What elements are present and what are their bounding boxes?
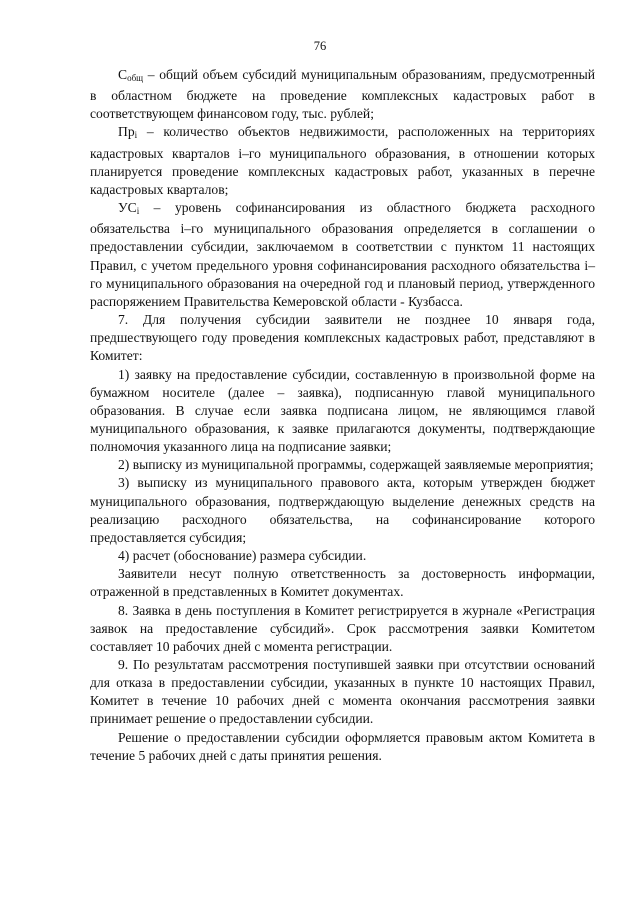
symbol-c-subscript: общ xyxy=(127,73,144,83)
clause-7-item-4: 4) расчет (обоснование) размера субсидии. xyxy=(118,548,367,564)
definition-c-text: – общий объем субсидий муниципальным образованиям, предусмотренный в областном бюджете на проведение комплексных кадастровых работ в соответствующем финансовом году, тыс. рублей; xyxy=(90,67,595,122)
definition-us-text: – уровень софинансирования из областного бюджета расходного обязательства i–го муниципального образования определяется в соглашении о предоставлении субсидии, заключаемом в соответствии с пунктом 11 настоящих Правил, с учетом предельного уровня софинансирования расходного обязательства i–го муниципального образования на очередной год и плановый период, утвержденного распоряжением Правительства Кемеровской области - Кузбасса. xyxy=(90,200,595,309)
applicant-responsibility: Заявители несут полную ответственность за достоверность информации, отраженной в представленных в Комитет документах. xyxy=(90,566,595,600)
document-body xyxy=(90,66,595,765)
definition-pr-i xyxy=(90,123,595,199)
decision-paragraph: Решение о предоставлении субсидии оформляется правовым актом Комитета в течение 5 рабочих дней с даты принятия решения. xyxy=(90,729,595,763)
symbol-pr: Пр xyxy=(118,124,135,140)
symbol-pr-subscript: i xyxy=(134,130,138,141)
page-number: 76 xyxy=(313,39,327,53)
symbol-c: С xyxy=(118,67,128,82)
clause-7-item-1: 1) заявку на предоставление субсидии, составленную в произвольной форме на бумажном носителе (далее – заявка), подписанную главой муниципального образования. В случае если заявка подписана лицом, не являющимся главой муниципального образования, к заявке прилагаются документы, подтверждающие полномочия указанного лица на подписание заявки; xyxy=(90,366,595,455)
symbol-us: УС xyxy=(118,200,137,216)
definition-pr-text: – количество объектов недвижимости, расположенных на территориях кадастровых кварталов i–го муниципального образования, в отношении которых планируется проведение комплексных кадастровых работ, указанных в перечне кадастровых кварталов; xyxy=(90,124,595,197)
definition-us-i xyxy=(90,199,595,311)
clause-7-item-3: 3) выписку из муниципального правового акта, которым утвержден бюджет муниципального образования, подтверждающую выделение денежных средств на реализацию расходного обязательства, на софинансирование которого предоставляется субсидия; xyxy=(90,475,595,545)
clause-9: 9. По результатам рассмотрения поступившей заявки при отсутствии оснований для отказа в предоставлении субсидии, указанных в пункте 10 настоящих Правил, Комитет в течение 10 рабочих дней с момента окончания рассмотрения заявки принимает решение о предоставлении субсидии. xyxy=(90,657,595,727)
symbol-us-subscript: i xyxy=(136,206,140,217)
clause-8: 8. Заявка в день поступления в Комитет регистрируется в журнале «Регистрация заявок на предоставление субсидий». Срок рассмотрения заявки Комитетом составляет 10 рабочих дней с момента регистрации. xyxy=(90,602,595,654)
clause-7-item-2: 2) выписку из муниципальной программы, содержащей заявляемые мероприятия; xyxy=(118,457,594,473)
clause-7: 7. Для получения субсидии заявители не позднее 10 января года, предшествующего году проведения комплексных кадастровых работ, представляют в Комитет: xyxy=(90,312,595,364)
definition-c-total xyxy=(90,66,595,123)
